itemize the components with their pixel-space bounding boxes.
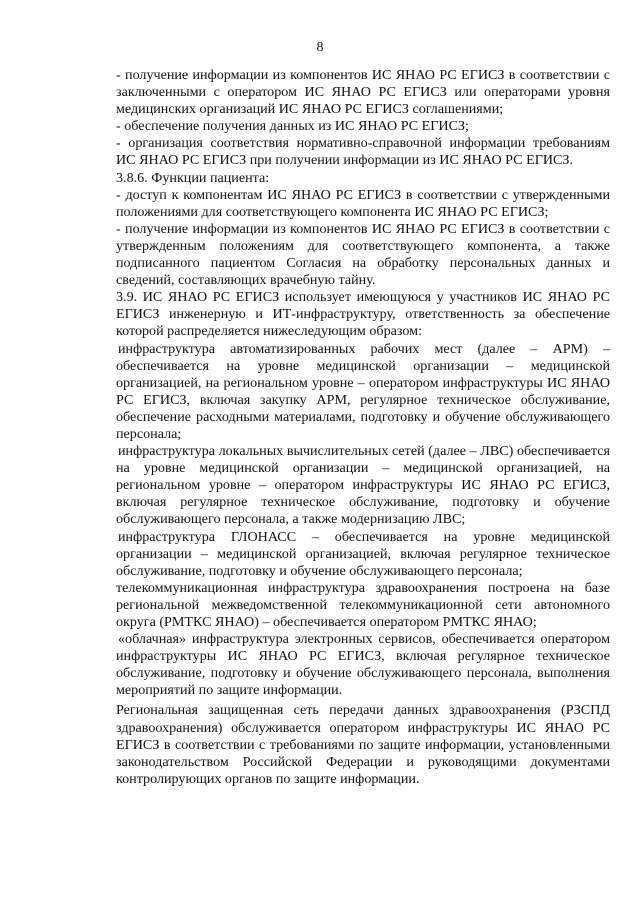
- paragraph-8: инфраструктура автоматизированных рабочих мест (далее – АРМ) – обеспечивается на уровне медицинской организации – медицинской организацией, на региональном уровне – оператором инфраструктуры ИС ЯНАО РС ЕГИСЗ, включая закупку АРМ, регулярное техническое обслуживание, обеспечение расходными материалами, подготовку и обучение обслуживающего персонала;: [116, 340, 610, 442]
- paragraph-12: «облачная» инфраструктура электронных сервисов, обеспечивается оператором инфраструктуры ИС ЯНАО РС ЕГИСЗ, включая регулярное техническое обслуживание, подготовку и обучение обслуживающего персонала, выполнения мероприятий по защите информации.: [116, 631, 610, 699]
- paragraph-13: Региональная защищенная сеть передачи данных здравоохранения (РЗСПД здравоохранения) обслуживается оператором инфраструктуры ИС ЯНАО РС ЕГИСЗ в соответствии с требованиями по защите информации, установленными законодательством Российской Федерации и руководящими документами контролирующих органов по защите информации.: [116, 702, 610, 787]
- paragraph-11: телекоммуникационная инфраструктура здравоохранения построена на базе региональной межведомственной телекоммуникационной сети автономного округа (РМТКС ЯНАО) – обеспечивается оператором РМТКС ЯНАО;: [116, 579, 610, 630]
- paragraph-9: инфраструктура локальных вычислительных сетей (далее – ЛВС) обеспечивается на уровне медицинской организации – медицинской организацией, на региональном уровне – оператором инфраструктуры ИС ЯНАО РС ЕГИСЗ, включая регулярное техническое обслуживание, подготовку и обучение обслуживающего персонала, а также модернизацию ЛВС;: [116, 443, 610, 528]
- paragraph-10: инфраструктура ГЛОНАСС – обеспечивается на уровне медицинской организации – медицинской организацией, включая регулярное техническое обслуживание, подготовку и обучение обслуживающего персонала;: [116, 528, 610, 579]
- paragraph-6: - получение информации из компонентов ИС ЯНАО РС ЕГИСЗ в соответствии с утвержденным положениям для соответствующего компонента, а также подписанного пациентом Согласия на обработку персональных данных и сведений, составляющих врачебную тайну.: [116, 220, 610, 289]
- paragraph-5: - доступ к компонентам ИС ЯНАО РС ЕГИСЗ в соответствии с утвержденными положениями для соответствующего компонента ИС ЯНАО РС ЕГИСЗ;: [116, 186, 610, 220]
- document-body: [116, 67, 610, 788]
- paragraph-2: - обеспечение получения данных из ИС ЯНАО РС ЕГИСЗ;: [116, 118, 469, 135]
- paragraph-1: - получение информации из компонентов ИС ЯНАО РС ЕГИСЗ в соответствии с заключенными с оператором ИС ЯНАО РС ЕГИСЗ или операторами уровня медицинских организаций ИС ЯНАО РС ЕГИСЗ соглашениями;: [116, 67, 610, 118]
- paragraph-7: 3.9. ИС ЯНАО РС ЕГИСЗ использует имеющуюся у участников ИС ЯНАО РС ЕГИСЗ инженерную и ИТ-инфраструктуру, ответственность за обеспечение которой распределяется нижеследующим образом:: [116, 289, 610, 340]
- section-heading: 3.8.6. Функции пациента:: [116, 169, 270, 186]
- paragraph-3: - организация соответствия нормативно-справочной информации требованиям ИС ЯНАО РС ЕГИСЗ при получении информации из ИС ЯНАО РС ЕГИСЗ.: [116, 135, 610, 169]
- page-number: 8: [316, 40, 324, 55]
